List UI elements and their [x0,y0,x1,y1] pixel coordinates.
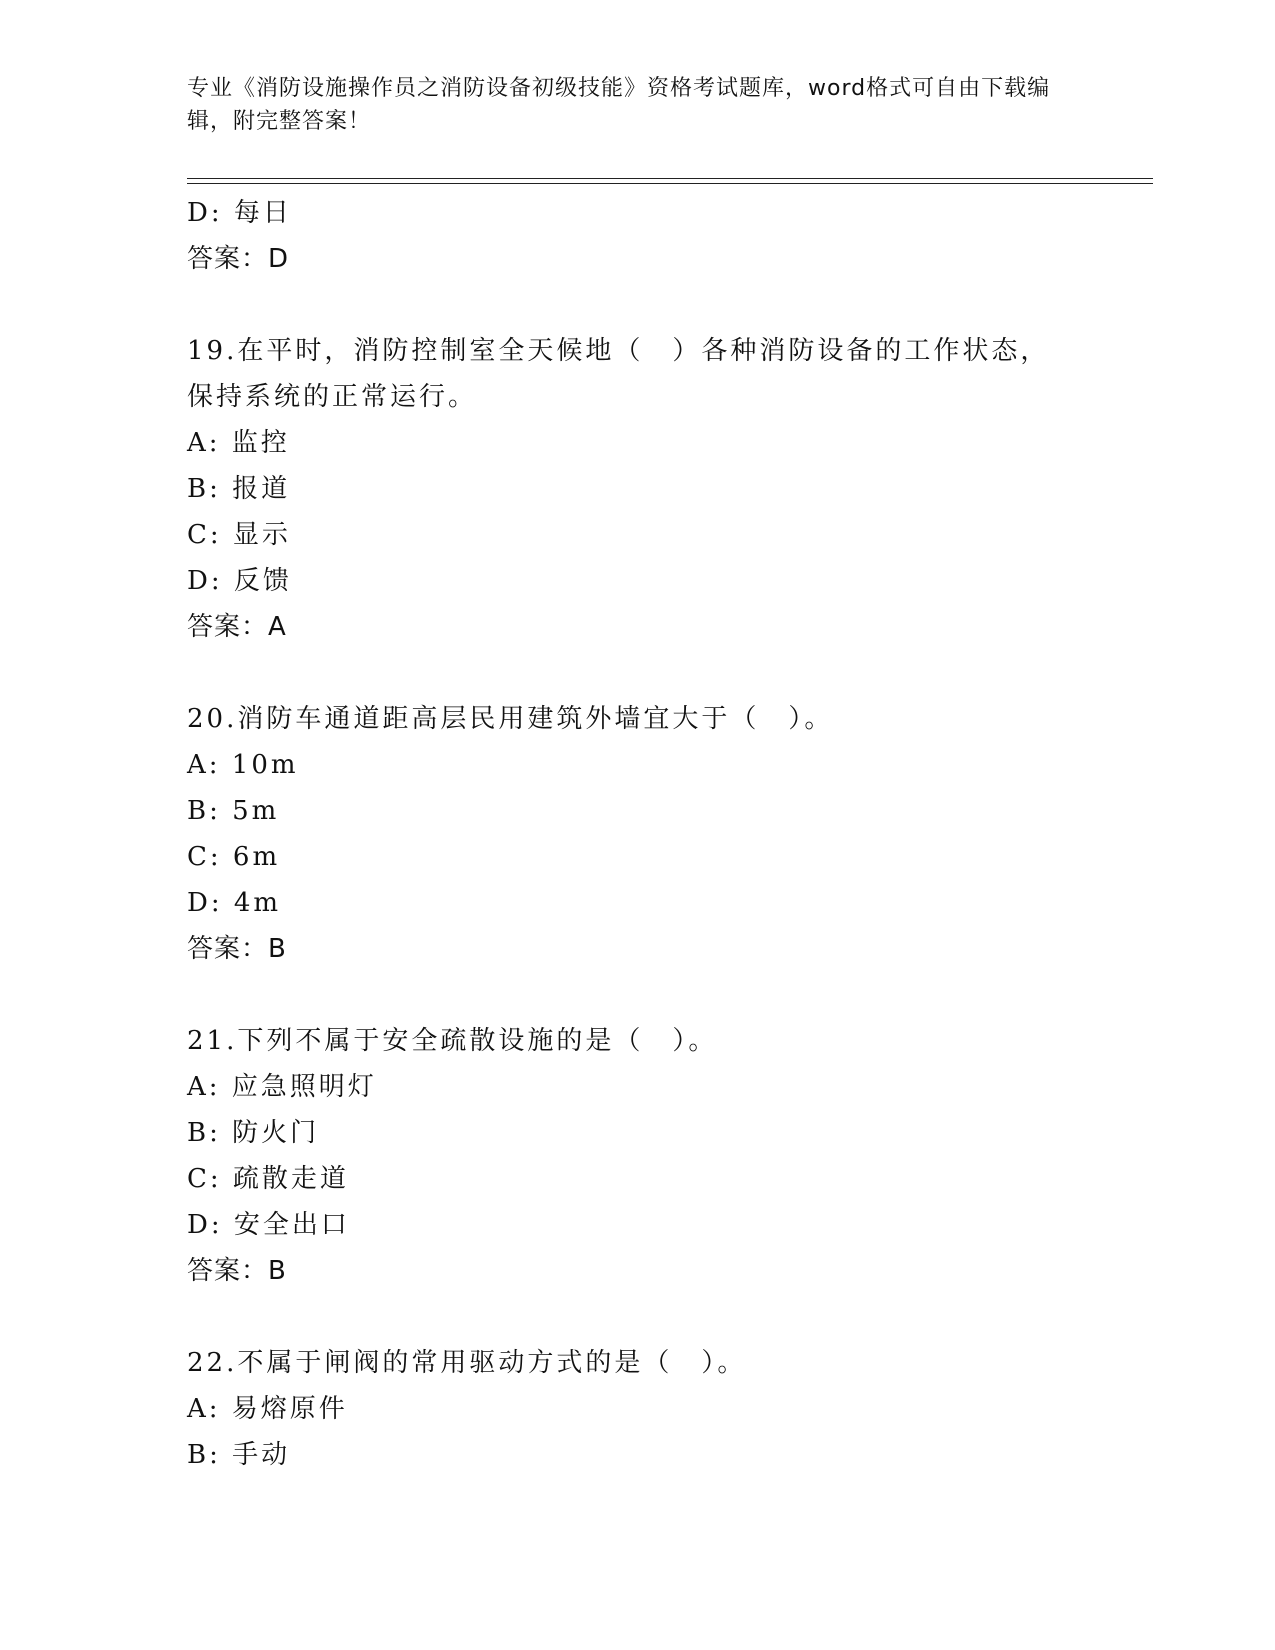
option-b: B: 防火门 [187,1118,320,1148]
option-d: D: 每日 [187,198,292,228]
option-a: A: 应急照明灯 [187,1072,377,1102]
question-text: 19.在平时，消防控制室全天候地（ ）各种消防设备的工作状态，保持系统的正常运行。 [187,336,1050,412]
document-header: 专业《消防设施操作员之消防设备初级技能》资格考试题库，word格式可自由下载编辑，附完整答案！ [187,76,1051,134]
option-a: A: 易熔原件 [187,1394,348,1424]
answer-line: 答案：B [187,934,287,964]
question-list [187,190,1087,1478]
option-c: C: 6m [187,842,281,872]
question-text: 21.下列不属于安全疏散设施的是（ ）。 [187,1026,718,1056]
option-a: A: 10m [187,750,299,780]
spacer [187,650,1087,696]
question-21 [187,1018,1087,1294]
question-text: 20.消防车通道距高层民用建筑外墙宜大于（ ）。 [187,704,834,734]
option-b: B: 5m [187,796,280,826]
option-d: D: 4m [187,888,282,918]
question-20 [187,696,1087,972]
spacer [187,972,1087,1018]
option-d: D: 反馈 [187,566,292,596]
answer-line: 答案：D [187,244,290,274]
answer-line: 答案：A [187,612,287,642]
header-divider-top [187,178,1153,179]
option-a: A: 监控 [187,428,290,458]
question-text: 22.不属于闸阀的常用驱动方式的是（ ）。 [187,1348,747,1378]
question-19 [187,328,1087,650]
question-18-continued [187,190,1087,282]
header-divider-bottom [187,183,1153,184]
option-c: C: 显示 [187,520,291,550]
option-b: B: 手动 [187,1440,291,1470]
spacer [187,282,1087,328]
option-c: C: 疏散走道 [187,1164,349,1194]
spacer [187,1294,1087,1340]
option-d: D: 安全出口 [187,1210,350,1240]
question-22 [187,1340,1087,1478]
answer-line: 答案：B [187,1256,287,1286]
option-b: B: 报道 [187,474,291,504]
